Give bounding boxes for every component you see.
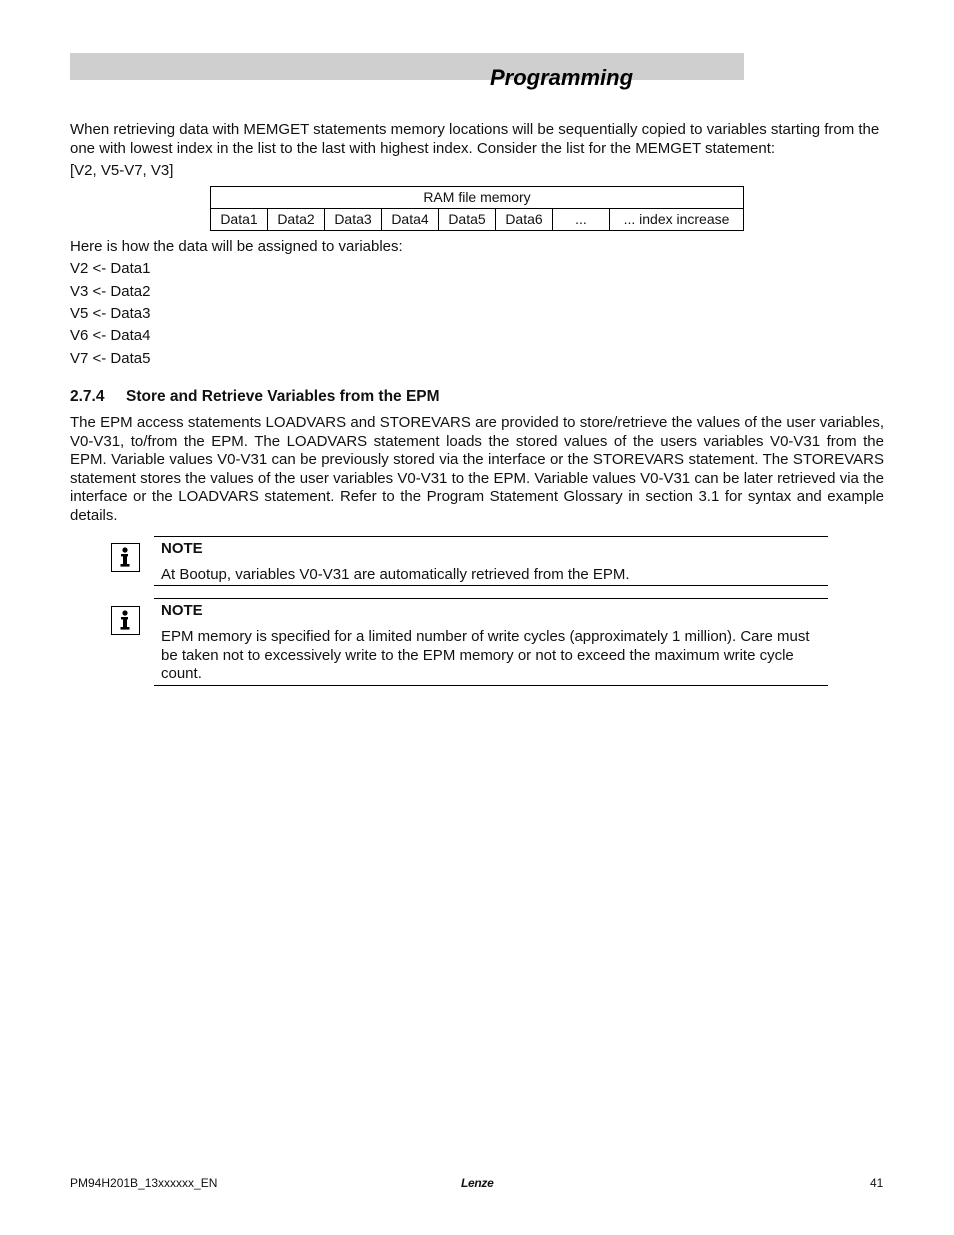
info-icon [111, 606, 140, 635]
section-heading [70, 388, 440, 407]
info-icon [111, 543, 140, 572]
page-title: Programming [490, 65, 634, 90]
assignment-line: V6 <- Data4 [70, 327, 151, 344]
table-cell: Data1 [211, 209, 268, 231]
note-body: At Bootup, variables V0-V31 are automatically retrieved from the EPM. [161, 566, 630, 583]
assignment-intro: Here is how the data will be assigned to variables: [70, 238, 403, 255]
assignment-line: V3 <- Data2 [70, 283, 151, 300]
note-box [154, 598, 828, 686]
assignment-line: V2 <- Data1 [70, 260, 151, 277]
footer-doc-id: PM94H201B_13xxxxxx_EN [70, 1176, 218, 1190]
intro-paragraph: When retrieving data with MEMGET statements memory locations will be sequentially copied to variables starting from the one with lowest index in the list to the last with highest index. Consider the list for the MEMGET statement: [70, 121, 880, 157]
note-body: EPM memory is specified for a limited number of write cycles (approximately 1 million). Care must be taken not to excessively write to the EPM memory or not to exceed the maximum write cycle count. [161, 628, 810, 682]
table-cell: Data6 [496, 209, 553, 231]
note-title: NOTE [161, 602, 203, 619]
table-cell: ... index increase [610, 209, 744, 231]
section-title: Store and Retrieve Variables from the EPM [126, 388, 440, 405]
assignment-line: V7 <- Data5 [70, 350, 151, 367]
note-title: NOTE [161, 540, 203, 557]
example-list: [V2, V5-V7, V3] [70, 162, 174, 179]
table-cell: ... [553, 209, 610, 231]
footer-brand-logo: Lenze [461, 1176, 494, 1190]
section-number: 2.7.4 [70, 388, 105, 405]
table-cell: Data4 [382, 209, 439, 231]
table-title: RAM file memory [211, 187, 744, 209]
ram-file-memory-table [210, 186, 744, 231]
assignment-line: V5 <- Data3 [70, 305, 151, 322]
page-number: 41 [870, 1176, 884, 1190]
header-bar [70, 53, 744, 80]
note-box [154, 536, 828, 586]
section-body: The EPM access statements LOADVARS and STOREVARS are provided to store/retrieve the values of the user variables, V0-V31, to/from the EPM. The LOADVARS statement loads the stored values of the users variables V0-V31 from the EPM. Variable values V0-V31 can be previously stored via the interface or the STOREVARS statement. The STOREVARS statement stores the values of the user variables V0-V31 to the EPM. Variable values V0-V31 can be later retrieved via the interface or the LOADVARS statement. Refer to the Program Statement Glossary in section 3.1 for syntax and example details. [70, 414, 884, 524]
table-cell: Data3 [325, 209, 382, 231]
table-cell: Data5 [439, 209, 496, 231]
table-cell: Data2 [268, 209, 325, 231]
